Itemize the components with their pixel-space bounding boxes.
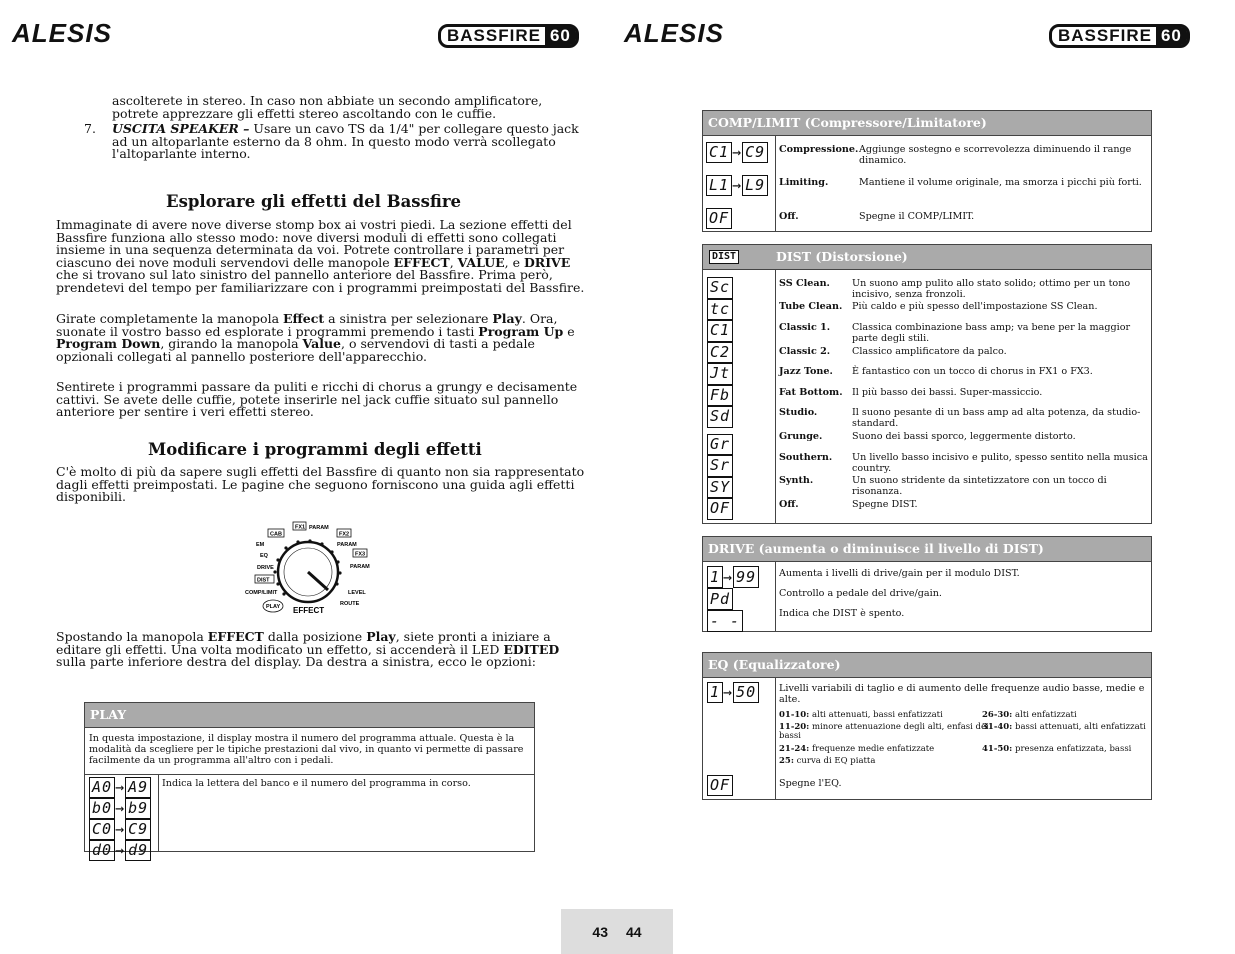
lcd-readout: [707, 477, 733, 499]
p2-line: opzionali collegati al pannello posteriore dell'apparecchio.: [56, 348, 427, 364]
eq-table: [702, 652, 1152, 800]
eq-ranges-right: 26-30: alti enfatizzati 31-40: bassi attenuati, alti enfatizzati 41-50: presenza enfatizzata, bassi: [982, 710, 1146, 754]
paragraph-5: [56, 631, 559, 669]
p2-bold: Play: [492, 311, 522, 326]
knob-label-effect: EFFECT: [293, 606, 325, 615]
lcd-segment: b9: [125, 798, 151, 819]
limit-desc: Mantiene il volume originale, ma smorza i picchi più forti.: [859, 177, 1142, 188]
lcd-segment: Sc: [707, 277, 733, 299]
lcd-readout: [707, 498, 733, 520]
drive-desc: Indica che DIST è spento.: [779, 608, 905, 619]
lcd-segment: 99: [733, 566, 759, 588]
knob-label-em: EM: [256, 542, 265, 548]
p2-bold: Program Up: [478, 323, 564, 339]
dist-name: SS Clean.: [779, 278, 830, 289]
eq-intro: Livelli variabili di taglio e di aumento delle frequenze audio basse, medie e alte.: [779, 683, 1145, 705]
limit-name: Limiting.: [779, 177, 829, 188]
dist-desc: Il più basso dei bassi. Super-massiccio.: [852, 387, 1043, 398]
lcd-segment: Sr: [707, 455, 733, 477]
lcd-segment: 1: [707, 566, 723, 588]
lcd-readout: [706, 142, 768, 163]
lcd-readout: [707, 588, 759, 610]
dist-desc: Un suono amp pulito allo stato solido; ottimo per un tono incisivo, senza fronzoli.: [852, 278, 1131, 300]
lcd-readout: [707, 299, 733, 321]
dist-table: [702, 244, 1152, 524]
p5-text: Spostando la manopola: [56, 629, 208, 644]
lcd-readout: [707, 566, 759, 588]
play-lcd-readouts: [89, 777, 151, 861]
comp-limit-table: [702, 110, 1152, 232]
arrow-icon: →: [115, 841, 126, 859]
dist-desc: Classica combinazione bass amp; va bene per la maggior parte degli stili.: [852, 322, 1131, 344]
dist-desc: Un livello basso incisivo e pulito, spesso sentito nella musica country.: [852, 452, 1148, 474]
lcd-readout: [707, 455, 733, 477]
item7-title: USCITA SPEAKER –: [112, 121, 250, 136]
p5-text: editare gli effetti. Una volta modificato un effetto, si accenderà il LED: [56, 641, 504, 657]
lcd-readout: [707, 320, 733, 342]
comp-limit-header: COMP/LIMIT (Compressore/Limitatore): [703, 111, 1151, 136]
p1-line: Bassfire funziona allo stesso modo: nove diversi moduli di effetti sono collegati: [56, 229, 557, 245]
intro-line: potrete apprezzare gli effetti stereo ascoltando con le cuffie.: [112, 105, 497, 121]
lcd-segment: A9: [125, 777, 151, 798]
lcd-segment: OF: [707, 498, 733, 520]
page-number-right: 44: [626, 923, 642, 940]
p1-text: , e: [504, 254, 524, 270]
knob-label-fx1: FX1: [295, 524, 306, 531]
drive-header: DRIVE (aumenta o diminuisce il livello di DIST): [703, 537, 1151, 562]
arrow-icon: →: [115, 778, 126, 796]
lcd-segment: d0: [89, 840, 115, 861]
intro-paragraph: [112, 95, 542, 120]
p1-line: insieme in una sequenza determinata da voi. Potrete controllare i parametri per: [56, 242, 565, 257]
p2-text: , girando la manopola: [160, 336, 303, 351]
eq-off-desc: Spegne l'EQ.: [779, 778, 842, 789]
page-number-left: 43: [592, 923, 608, 940]
lcd-readout: [707, 342, 733, 364]
lcd-segment: C2: [707, 342, 733, 364]
p1-line: prendetevi del tempo per familiarizzare con i programmi preimpostati del Bassfire.: [56, 279, 585, 295]
p2-text: . Ora,: [521, 311, 558, 326]
lcd-segment: A0: [89, 777, 115, 798]
dist-name: Off.: [779, 499, 799, 510]
p2-text: Girate completamente la manopola: [56, 311, 284, 326]
bassfire-logo-text: BASSFIRE: [447, 26, 541, 45]
effect-knob-diagram: [240, 520, 375, 620]
bassfire-logo-num: 60: [1156, 27, 1187, 45]
knob-label-fx2: FX2: [339, 531, 350, 538]
p4-line: dagli effetti preimpostati. Le pagine che seguono forniscono una guida agli effetti: [56, 476, 575, 492]
arrow-icon: →: [723, 683, 734, 701]
lcd-readout: [707, 610, 759, 632]
lcd-segment: d9: [125, 840, 151, 861]
off-desc: Spegne il COMP/LIMIT.: [859, 211, 975, 222]
knob-label-route: ROUTE: [340, 601, 360, 607]
dist-title: DIST (Distorsione): [776, 249, 908, 264]
dist-name: Fat Bottom.: [779, 387, 843, 398]
knob-label-fx3: FX3: [355, 551, 366, 558]
dist-name: Classic 1.: [779, 322, 831, 333]
lcd-segment: C0: [89, 819, 115, 840]
lcd-segment: Gr: [707, 434, 733, 456]
knob-label-comp-limit: COMP/LIMIT: [245, 590, 278, 596]
item7-number: 7.: [84, 121, 96, 136]
lcd-readout: [89, 819, 151, 840]
page-numbers: [561, 909, 673, 954]
lcd-readout: [707, 277, 733, 299]
knob-label-eq: EQ: [260, 553, 268, 559]
play-table: [84, 702, 535, 859]
p4-line: C'è molto di più da sapere sugli effetti del Bassfire di quanto non sia rappresentato: [56, 464, 585, 479]
lcd-segment: L1: [706, 175, 732, 196]
p5-bold: EFFECT: [207, 629, 264, 644]
dist-name: Tube Clean.: [779, 301, 843, 312]
dist-desc: Suono dei bassi sporco, leggermente distorto.: [852, 431, 1076, 442]
paragraph-2: [56, 313, 575, 363]
lcd-segment: OF: [706, 208, 732, 229]
p2-bold: Value: [302, 336, 341, 351]
knob-label-param: PARAM: [350, 564, 370, 570]
lcd-readout: [706, 175, 768, 196]
heading-modificare: Modificare i programmi degli effetti: [148, 440, 482, 459]
eq-ranges-left: 01-10: alti attenuati, bassi enfatizzati 11-20: minore attenuazione degli alti, enfasi dei bassi 21-24: frequenze medie enfatizzate 25: curva di EQ piatta: [779, 710, 989, 766]
lcd-segment: b0: [89, 798, 115, 819]
p1-bold: EFFECT: [393, 254, 450, 270]
knob-label-param: PARAM: [309, 525, 329, 531]
dist-desc: Più caldo e più spesso dell'impostazione SS Clean.: [852, 301, 1098, 312]
item7-line: Usare un cavo TS da 1/4" per collegare questo jack: [249, 121, 579, 136]
dist-desc: Classico amplificatore da palco.: [852, 346, 1007, 357]
dist-name: Grunge.: [779, 431, 823, 442]
dist-desc: Il suono pesante di un bass amp ad alta potenza, da studio- standard.: [852, 407, 1141, 429]
bassfire-logo-text: BASSFIRE: [1058, 26, 1152, 45]
p1-bold: DRIVE: [523, 254, 571, 270]
lcd-segment: OF: [707, 775, 733, 796]
alesis-logo-right: ALESIS: [624, 18, 724, 48]
dist-desc: Spegne DIST.: [852, 499, 918, 510]
p3-line: anteriore per sentire i veri effetti stereo.: [56, 404, 314, 419]
p3-line: cattivi. Se avete delle cuffie, potete inserirle nel jack cuffie situato sul pannello: [56, 391, 559, 407]
knob-label-play: PLAY: [266, 604, 281, 610]
lcd-readout: [707, 434, 733, 456]
arrow-icon: →: [723, 568, 734, 586]
lcd-readout: [706, 208, 732, 229]
p2-bold: Effect: [283, 311, 325, 326]
arrow-icon: →: [115, 820, 126, 838]
arrow-icon: →: [115, 799, 126, 817]
drive-desc: Aumenta i livelli di drive/gain per il modulo DIST.: [779, 568, 1020, 579]
p1-text: ,: [449, 254, 458, 270]
lcd-readout: [89, 777, 151, 798]
comp-desc: Aggiunge sostegno e scorrevolezza diminuendo il range dinamico.: [859, 144, 1132, 166]
lcd-segment: tc: [707, 299, 733, 321]
lcd-readout: [89, 840, 151, 861]
lcd-readout: [707, 406, 733, 428]
lcd-readout: [707, 682, 759, 703]
p1-text: ciascuno dei nove moduli servendovi delle manopole: [56, 254, 394, 270]
lcd-segment: 50: [733, 682, 759, 703]
lcd-segment: Jt: [707, 363, 733, 385]
lcd-segment: SY: [707, 477, 733, 499]
p4-line: disponibili.: [56, 489, 126, 504]
p5-bold: Play: [366, 629, 396, 644]
dist-desc: È fantastico con un tocco di chorus in FX1 o FX3.: [852, 366, 1093, 377]
play-desc-line: In questa impostazione, il display mostra il numero del programma attuale. Questa è la: [89, 733, 515, 744]
dist-name: Studio.: [779, 407, 818, 418]
knob-label-dist: DIST: [257, 577, 270, 584]
lcd-segment: C1: [707, 320, 733, 342]
drive-lcd-readouts: [707, 566, 759, 632]
dist-name: Southern.: [779, 452, 833, 463]
dist-name: Synth.: [779, 475, 814, 486]
paragraph-1: [56, 219, 584, 294]
drive-table: [702, 536, 1152, 632]
bassfire-logo-left: [438, 24, 579, 48]
lcd-segment: Sd: [707, 406, 733, 428]
play-row-description: Indica la lettera del banco e il numero del programma in corso.: [162, 778, 471, 789]
item7-text: [112, 123, 579, 161]
dist-lcd-readouts: [707, 277, 733, 520]
dist-name: Classic 2.: [779, 346, 831, 357]
comp-name: Compressione.: [779, 144, 859, 155]
lcd-segment: C9: [125, 819, 151, 840]
arrow-icon: →: [732, 143, 743, 161]
bassfire-logo-right: [1049, 24, 1190, 48]
p5-text: dalla posizione: [263, 629, 367, 644]
lcd-segment: 1: [707, 682, 723, 703]
play-table-description: [89, 733, 523, 766]
p2-text: , o servendovi di tasti a pedale: [341, 336, 535, 351]
intro-line: ascolterete in stereo. In caso non abbiate un secondo amplificatore,: [112, 93, 543, 108]
dist-desc: Un suono stridente da sintetizzatore con un tocco di risonanza.: [852, 475, 1107, 497]
p5-line: sulla parte inferiore destra del display. Da destra a sinistra, ecco le opzioni:: [56, 654, 536, 669]
dist-icon: DIST: [709, 250, 739, 264]
p1-line: che si trovano sul lato sinistro del pannello anteriore del Bassfire. Prima però,: [56, 267, 553, 282]
play-desc-line: modalità da scegliere per le tipiche prestazioni dal vivo, in quanto vi permette di passare: [89, 744, 524, 755]
p3-line: Sentirete i programmi passare da puliti e ricchi di chorus a grungy e decisamente: [56, 379, 578, 394]
paragraph-4: [56, 466, 584, 504]
heading-esplorare: Esplorare gli effetti del Bassfire: [166, 192, 462, 211]
lcd-readout: [707, 385, 733, 407]
p5-bold: EDITED: [503, 641, 560, 657]
dist-name: Jazz Tone.: [779, 366, 833, 377]
p2-text: a sinistra per selezionare: [324, 311, 493, 326]
p1-line: Immaginate di avere nove diverse stomp box ai vostri piedi. La sezione effetti del: [56, 217, 572, 232]
play-table-header: PLAY: [85, 703, 534, 728]
lcd-segment: L9: [742, 175, 768, 196]
eq-header: EQ (Equalizzatore): [703, 653, 1151, 678]
p2-text: suonate il vostro basso ed esplorate i programmi premendo i tasti: [56, 323, 479, 339]
dist-header: [703, 245, 1151, 270]
play-desc-line: facilmente da un programma all'altro con i pedali.: [89, 755, 334, 766]
knob-label-level: LEVEL: [348, 590, 366, 596]
alesis-logo-left: ALESIS: [12, 18, 112, 48]
knob-label-param: PARAM: [337, 542, 357, 548]
p5-text: , siete pronti a iniziare a: [395, 629, 551, 644]
lcd-segment: C1: [706, 142, 732, 163]
lcd-readout: [89, 798, 151, 819]
drive-desc: Controllo a pedale del drive/gain.: [779, 588, 942, 599]
item7-line: l'altoparlante interno.: [112, 146, 251, 161]
item7-line: ad un altoparlante esterno da 8 ohm. In questo modo verrà scollegato: [112, 133, 556, 149]
lcd-segment: Pd: [707, 588, 733, 610]
knob-label-drive: DRIVE: [257, 565, 274, 571]
lcd-segment: - -: [707, 610, 743, 632]
arrow-icon: →: [732, 176, 743, 194]
lcd-segment: Fb: [707, 385, 733, 407]
p2-text: e: [563, 323, 575, 339]
p2-bold: Program Down: [56, 336, 161, 351]
paragraph-3: [56, 381, 577, 419]
bassfire-logo-num: 60: [545, 27, 576, 45]
off-name: Off.: [779, 211, 799, 222]
p1-bold: VALUE: [457, 254, 505, 270]
knob-label-cab: CAB: [270, 531, 282, 538]
lcd-segment: C9: [742, 142, 768, 163]
lcd-readout: [707, 775, 733, 796]
lcd-readout: [707, 363, 733, 385]
